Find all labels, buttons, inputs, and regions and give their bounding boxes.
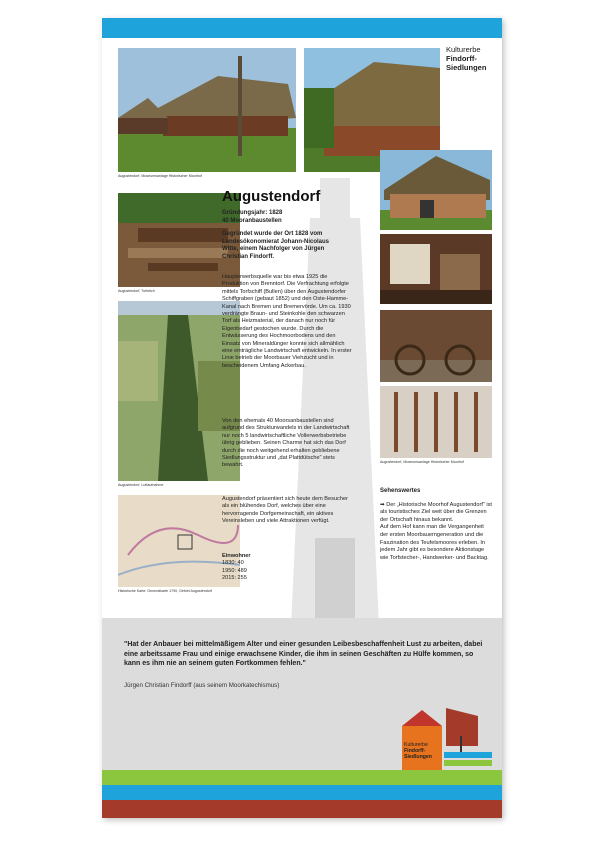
band-green bbox=[102, 770, 502, 785]
photo-tools bbox=[380, 386, 492, 458]
brand-line1: Kulturerbe bbox=[446, 45, 481, 54]
brand-line3: Siedlungen bbox=[446, 63, 487, 72]
logo-line1: Kulturerbe bbox=[404, 742, 428, 748]
paragraph-today: Augustendorf präsentiert sich heute dem Besucher als ein blühendes Dorf, welches über eine hervorragende Dorfgemeinschaft, ein aktives Vereinsleben und viele Attraktionen verfügt. bbox=[222, 496, 348, 525]
stats-heading: Einwohner bbox=[222, 553, 251, 559]
brand-line2: Findorff- bbox=[446, 54, 477, 63]
sights-item: Auf dem Hof kann man die Vergangenheit der ersten Moorbauerngeneration und die Faszination des Teufelsmoores erleben. In jedem Jahr gibt es besondere Aktionstage wie Torfstecher-, Handwerker- und Backtag. bbox=[380, 524, 489, 561]
stats-row: 1950: 489 bbox=[222, 567, 247, 574]
photo-farmhouse bbox=[380, 150, 492, 230]
logo-line2: Findorff- bbox=[404, 748, 426, 754]
caption-torf: Augustendorf, Torfstich bbox=[118, 289, 155, 293]
fact-plots: 40 Mooranbaustellen bbox=[222, 218, 282, 224]
quote-author: Jürgen Christian Findorff (aus seinem Moorkatechismus) bbox=[124, 682, 280, 689]
founding-facts bbox=[222, 209, 282, 225]
caption-museum: Augustendorf, Museumsanlage Historischer Moorhof bbox=[118, 174, 202, 178]
sights-text: Der „Historische Moorhof Augustendorf“ ist als touristisches Ziel weit über die Grenzen der Ortschaft hinaus bekannt. bbox=[380, 501, 492, 523]
page-title: Augustendorf bbox=[222, 188, 321, 205]
paragraph-structure: Von den ehemals 40 Moorsanbaustellen sind aufgrund des Strukturwandels in der Landwirtschaft nur noch 5 landwirtschaftliche Vollerwerbsbetriebe übrig geblieben. Seinen Charme hat sich das Dorf durch die noch weitgehend erhalten gebliebene Siedlungsstruktur und „dat Plattdütsche“ stets bewahrt. bbox=[222, 418, 350, 469]
band-red bbox=[102, 800, 502, 818]
sights-item bbox=[380, 502, 492, 525]
photo-moorhof-yard bbox=[118, 48, 296, 172]
fact-founded: Gründungsjahr: 1828 bbox=[222, 210, 283, 216]
stats-row: 2015: 255 bbox=[222, 575, 247, 582]
logo-line3: Siedlungen bbox=[404, 754, 432, 760]
photo-carts bbox=[380, 310, 492, 382]
body-paragraph-3 bbox=[222, 496, 352, 526]
caption-luft: Augustendorf, Luftaufnahme bbox=[118, 483, 164, 487]
sights-section bbox=[380, 488, 492, 562]
logo-text bbox=[404, 742, 432, 760]
caption-karte: Historische Karte: Generalkarte 1790, Gebiet Augustendorf bbox=[118, 589, 212, 593]
stats-row: 1830: 40 bbox=[222, 560, 244, 567]
body-paragraph-2 bbox=[222, 418, 352, 470]
poster-panel bbox=[102, 18, 502, 818]
brand-header bbox=[446, 45, 486, 72]
kulturerbe-logo bbox=[400, 706, 492, 770]
sights-heading: Sehenswertes bbox=[380, 488, 421, 494]
paragraph-history: Haupterwerbsquelle war bis etwa 1925 die Produktion von Brenntorf. Die Verfrachtung erfolgte mittels Torfschiff (Bullen) über den Augustendorfer Schiffgraben (gebaut 1852) und den Oste-Hamme-Kanal nach Bremen und Bremervörde. Um ca. 1930 verdrängte Braun- und Steinkohle den schwarzen Torf als Heizmaterial, der danach nur noch für Eigenbedarf gestochen wurde. Durch die Entwässerung des Hochmoorbodens und den Einsatz von Mineraldünger konnte sich allmählich eine einträgliche Landwirtschaft entwickeln. In erster Linie betrieb der Moorbauer Viehzucht und in bescheidenem Umfang Ackerbau. bbox=[222, 274, 352, 369]
population-stats bbox=[222, 553, 251, 583]
band-blue bbox=[102, 785, 502, 800]
caption-innen: Augustendorf, Museumsanlage Historischer Moorhof bbox=[380, 460, 464, 464]
top-color-bar bbox=[102, 18, 502, 38]
intro-text: Gegründet wurde der Ort 1828 vom Landesökonomierat Johann-Nicolaus Witte, einem Nachfolger von Jürgen Christian Findorff. bbox=[222, 231, 330, 260]
photo-interior-kitchen bbox=[380, 234, 492, 304]
body-paragraph-1 bbox=[222, 274, 352, 370]
arrow-icon: ➡ bbox=[380, 501, 387, 508]
quote-text: "Hat der Anbauer bei mittelmäßigem Alter und einer gesunden Leibesbeschaffenheit Lust zu arbeiten, dabei eine arbeitssame Frau und einige erwachsene Kinder, die ihm in seinen Geschäften zu Hülfe kommen, so kann es ihm nie an seinem guten Fortkommen fehlen." bbox=[124, 641, 483, 668]
